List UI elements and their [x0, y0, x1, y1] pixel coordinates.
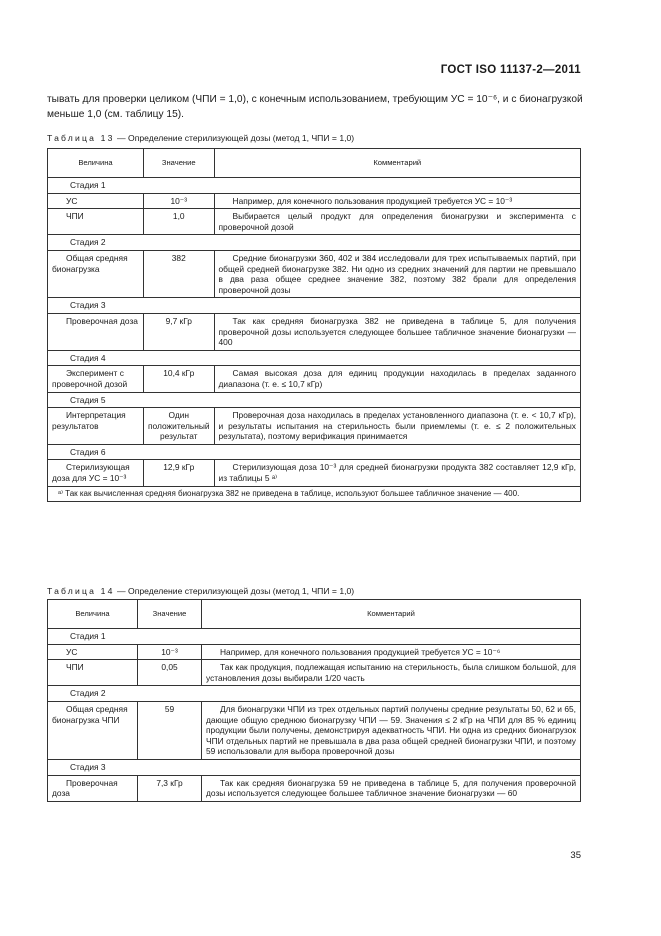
value-cell: 9,7 кГр [144, 313, 215, 350]
comment-cell: Например, для конечного пользования продукцией требуется УС = 10⁻⁶ [202, 644, 581, 660]
value-cell: 10⁻³ [144, 193, 215, 209]
header-cell: Значение [138, 600, 202, 629]
table-row [48, 408, 581, 445]
comment-cell: Стерилизующая доза 10⁻³ для средней бионагрузки продукта 382 составляет 12,9 кГр, из таблицы 5 ᵃ⁾ [214, 460, 580, 486]
table-row [48, 313, 581, 350]
table14-caption-text: — Определение стерилизующей дозы (метод 1, ЧПИ = 1,0) [114, 586, 355, 596]
table14-caption [47, 586, 354, 596]
table-row [48, 460, 581, 486]
comment-cell: Самая высокая доза для единиц продукции находилась в пределах заданного диапазона (т. е. ≤ 10,7 кГр) [214, 366, 580, 392]
comment-cell: Средние бионагрузки 360, 402 и 384 исследовали для трех испытываемых партий, при общей средней бионагрузке 382. Ни одно из средних значений для партии не превышало в два раза общее среднее значение 382, поэтому 382 брали для определения проверочной дозы [214, 250, 580, 297]
table-header-row [48, 600, 581, 629]
value-cell: 0,05 [138, 660, 202, 686]
quantity-cell: ЧПИ [48, 660, 138, 686]
quantity-cell: УС [48, 193, 144, 209]
table-row [48, 775, 581, 801]
table13-caption-prefix: Таблица 13 [47, 133, 115, 143]
header-cell: Величина [48, 600, 138, 629]
value-cell: 1,0 [144, 209, 215, 235]
table-row [48, 209, 581, 235]
page-number: 35 [570, 850, 581, 861]
header-cell: Комментарий [202, 600, 581, 629]
quantity-cell: Общая средняя бионагрузка ЧПИ [48, 701, 138, 759]
quantity-cell: ЧПИ [48, 209, 144, 235]
stage-row [48, 629, 581, 645]
table-row [48, 366, 581, 392]
stage-row [48, 235, 581, 251]
table14-caption-prefix: Таблица 14 [47, 586, 115, 596]
header-cell: Величина [48, 149, 144, 178]
comment-cell: Так как средняя бионагрузка 382 не приведена в таблице 5, для получения проверочной дозы используется следующее большее табличное значение бионагрузки — 400 [214, 313, 580, 350]
header-cell: Комментарий [214, 149, 580, 178]
table-row [48, 660, 581, 686]
comment-cell: Так как средняя бионагрузка 59 не приведена в таблице 5, для получения проверочной дозы используется следующее большее табличное значение бионагрузки — 60 [202, 775, 581, 801]
quantity-cell: Эксперимент с проверочной дозой [48, 366, 144, 392]
quantity-cell: Проверочная доза [48, 313, 144, 350]
value-cell: 7,3 кГр [138, 775, 202, 801]
stage-row [48, 392, 581, 408]
value-cell: 59 [138, 701, 202, 759]
quantity-cell: Проверочная доза [48, 775, 138, 801]
table-header-row [48, 149, 581, 178]
footnote-row [48, 486, 581, 502]
value-cell: 10,4 кГр [144, 366, 215, 392]
stage-label: Стадия 2 [48, 235, 581, 251]
table-row [48, 193, 581, 209]
quantity-cell: Стерилизующая доза для УС = 10⁻³ [48, 460, 144, 486]
table-row [48, 250, 581, 297]
document-header: ГОСТ ISO 11137-2—2011 [440, 64, 581, 76]
stage-row [48, 686, 581, 702]
stage-row [48, 759, 581, 775]
table13-caption-text: — Определение стерилизующей дозы (метод 1, ЧПИ = 1,0) [114, 133, 355, 143]
stage-label: Стадия 2 [48, 686, 581, 702]
stage-row [48, 444, 581, 460]
comment-cell: Проверочная доза находилась в пределах установленного диапазона (т. е. < 10,7 кГр), и результаты испытания на стерильность были приемлемы (т. е. ≤ 2 положительных результата), поэтому верификация принимается [214, 408, 580, 445]
stage-label: Стадия 4 [48, 350, 581, 366]
comment-cell: Например, для конечного пользования продукцией требуется УС = 10⁻³ [214, 193, 580, 209]
table-row [48, 644, 581, 660]
table-footnote: ᵃ⁾ Так как вычисленная средняя бионагрузка 382 не приведена в таблице, используют большее табличное значение — 400. [48, 486, 581, 502]
value-cell: 382 [144, 250, 215, 297]
table13-caption [47, 133, 354, 143]
table-row [48, 701, 581, 759]
stage-row [48, 298, 581, 314]
quantity-cell: Интерпретация результатов [48, 408, 144, 445]
comment-cell: Так как продукция, подлежащая испытанию на стерильность, была слишком большой, для установления дозы выбирали 1/20 часть [202, 660, 581, 686]
stage-label: Стадия 1 [48, 178, 581, 194]
value-cell: 12,9 кГр [144, 460, 215, 486]
value-cell: Один положительный результат [144, 408, 215, 445]
comment-cell: Выбирается целый продукт для определения бионагрузки и эксперимента с проверочной дозой [214, 209, 580, 235]
header-cell: Значение [144, 149, 215, 178]
quantity-cell: УС [48, 644, 138, 660]
stage-label: Стадия 6 [48, 444, 581, 460]
comment-cell: Для бионагрузки ЧПИ из трех отдельных партий получены средние результаты 50, 62 и 65, дающие общую среднюю бионагрузку ЧПИ — 59. Значения ≤ 2 кГр на ЧПИ для 85 % единиц продукции были получены, демонстрируя адекватность ЧПИ. Ни одна из средних бионагрузок ЧПИ отдельных партий не превышала в два раза общей средней бионагрузки ЧПИ, и поэтому 59 использовали для выбора проверочной дозы [202, 701, 581, 759]
quantity-cell: Общая средняя бионагрузка [48, 250, 144, 297]
stage-label: Стадия 3 [48, 298, 581, 314]
stage-label: Стадия 1 [48, 629, 581, 645]
intro-paragraph: тывать для проверки целиком (ЧПИ = 1,0), с конечным использованием, требующим УС = 10⁻⁶, и с бионагрузкой меньше 1,0 (см. таблицу 15). [47, 94, 583, 120]
stage-row [48, 350, 581, 366]
table13 [47, 148, 581, 502]
value-cell: 10⁻³ [138, 644, 202, 660]
stage-label: Стадия 3 [48, 759, 581, 775]
table14 [47, 599, 581, 802]
stage-label: Стадия 5 [48, 392, 581, 408]
stage-row [48, 178, 581, 194]
